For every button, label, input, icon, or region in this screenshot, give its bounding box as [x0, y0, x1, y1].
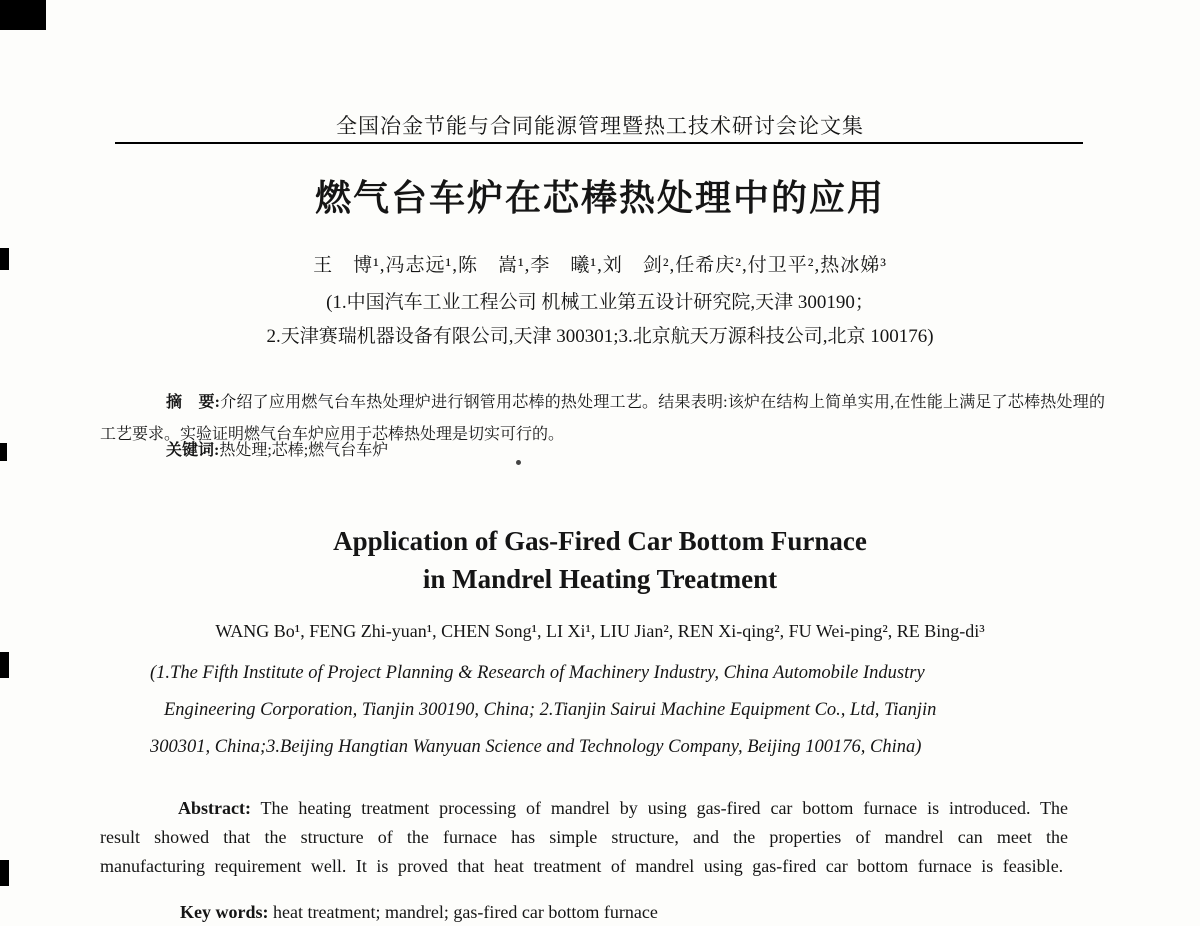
authors-en: WANG Bo¹, FENG Zhi-yuan¹, CHEN Song¹, LI Xi¹, LIU Jian², REN Xi-qing², FU Wei-ping², RE Bing-di³: [215, 621, 985, 641]
abstract-zh-text: 介绍了应用燃气台车热处理炉进行钢管用芯棒的热处理工艺。结果表明:该炉在结构上简单实用,在性能上满足了芯棒热处理的工艺要求。实验证明燃气台车炉应用于芯棒热处理是切实可行的。: [100, 394, 1105, 443]
abstract-en: [100, 794, 1068, 881]
affiliation-zh-line2: 2.天津赛瑞机器设备有限公司,天津 300301;3.北京航天万源科技公司,北京 100176): [266, 326, 934, 347]
keywords-en-text: heat treatment; mandrel; gas-fired car bottom furnace: [268, 902, 658, 922]
affiliation-en-line2: Engineering Corporation, Tianjin 300190, China; 2.Tianjin Sairui Machine Equipment Co., Ltd, Tianjin: [164, 700, 937, 720]
scan-artifact-left-edge: [0, 860, 9, 886]
authors-zh: 王 博¹,冯志远¹,陈 嵩¹,李 曦¹,刘 剑²,任希庆²,付卫平²,热冰娣³: [313, 255, 887, 276]
paper-title-zh: 燃气台车炉在芯棒热处理中的应用: [314, 177, 885, 218]
affiliation-en-line3: 300301, China;3.Beijing Hangtian Wanyuan Science and Technology Company, Beijing 100176, China): [150, 737, 922, 757]
keywords-en: [100, 902, 1068, 923]
affiliation-en: [150, 655, 1050, 766]
running-head: 全国冶金节能与合同能源管理暨热工技术研讨会论文集: [336, 114, 864, 138]
abstract-en-label: Abstract:: [178, 798, 251, 818]
keywords-en-label: Key words:: [180, 902, 269, 922]
affiliation-zh-line1: (1.中国汽车工业工程公司 机械工业第五设计研究院,天津 300190；: [326, 292, 874, 313]
paper-title-en-line2: in Mandrel Heating Treatment: [422, 564, 778, 594]
abstract-zh-label: 摘 要:: [166, 394, 220, 411]
keywords-zh: [100, 437, 1105, 460]
paper-title-en-line1: Application of Gas-Fired Car Bottom Furnace: [333, 526, 867, 556]
header-rule: [115, 142, 1083, 144]
affiliation-en-line1: (1.The Fifth Institute of Project Planning & Research of Machinery Industry, China Automobile Industry: [150, 663, 925, 683]
scan-artifact-corner: [0, 0, 46, 30]
scan-speck: [516, 460, 521, 465]
scan-artifact-left-edge: [0, 652, 9, 678]
keywords-zh-text: 热处理;芯棒;燃气台车炉: [219, 442, 389, 459]
scan-artifact-left-edge: [0, 443, 7, 461]
abstract-en-text: The heating treatment processing of mandrel by using gas-fired car bottom furnace is introduced. The result showed that the structure of the furnace has simple structure, and the properties of mandrel can meet the manufacturing requirement well. It is proved that heat treatment of mandrel using gas-fired car bottom furnace is feasible.: [100, 798, 1068, 876]
keywords-zh-label: 关键词:: [166, 442, 220, 459]
